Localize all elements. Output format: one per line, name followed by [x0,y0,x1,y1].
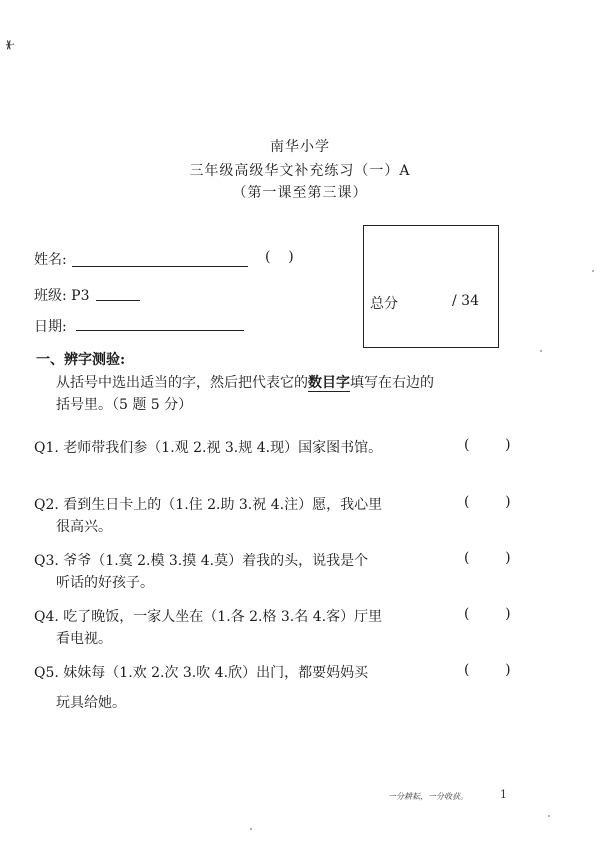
class-field[interactable] [96,300,140,301]
question-1-text: Q1. 老师带我们参（1.观 2.视 3.规 4.现）国家图书馆。 [34,440,383,456]
name-label: 姓名: [34,252,67,268]
class-label: 班级: P3 [34,288,90,304]
page-number: 1 [500,788,507,801]
name-field[interactable] [72,266,248,267]
question-2-answer[interactable]: ( ) [464,494,511,510]
question-1-answer[interactable]: ( ) [464,437,511,453]
name-number-paren: ( ) [265,249,294,265]
question-4-text: Q4. 吃了晚饭，一家人坐在（1.各 2.格 3.名 4.客）厅里 [34,609,383,625]
scan-speck [540,350,542,352]
scan-speck [548,815,550,817]
section-heading: 一、辨字测验: [36,352,126,368]
scan-corner-mark: ᚕ· [6,38,15,51]
question-5-text: Q5. 妹妹每（1.欢 2.次 3.吹 4.欣）出门，都要妈妈买 [34,665,369,681]
question-3-text: Q3. 爷爷（1.寞 2.模 3.摸 4.莫）着我的头，说我是个 [34,553,369,569]
question-3-continuation: 听话的好孩子。 [56,575,154,591]
date-label: 日期: [34,319,67,335]
scan-speck [592,270,594,272]
scan-speck [250,828,252,830]
worksheet-subtitle: （第一课至第三课） [232,185,368,201]
score-max: / 34 [452,293,479,309]
question-5-continuation: 玩具给她。 [56,695,126,711]
instruction-text-a: 从括号中选出适当的字，然后把代表它的 [56,375,308,391]
question-2-text: Q2. 看到生日卡上的（1.住 2.助 3.祝 4.注）愿，我心里 [34,497,383,513]
instruction-line-1 [56,372,434,392]
score-box [363,225,499,348]
question-4-answer[interactable]: ( ) [464,606,511,622]
question-3-answer[interactable]: ( ) [464,550,511,566]
question-4-continuation: 看电视。 [56,631,112,647]
question-2-continuation: 很高兴。 [56,519,112,535]
instruction-keyword: 数目字 [308,375,350,391]
worksheet-title: 三年级高级华文补充练习（一）A [189,163,411,179]
instruction-line-2: 括号里。（5 题 5 分） [56,397,193,413]
instruction-text-b: 填写在右边的 [350,375,434,391]
date-field[interactable] [76,330,244,331]
school-name: 南华小学 [270,139,330,155]
footer-motto: 一分耕耘，一分收获。 [388,792,468,801]
score-label: 总分 [370,296,398,312]
question-5-answer[interactable]: ( ) [464,662,511,678]
